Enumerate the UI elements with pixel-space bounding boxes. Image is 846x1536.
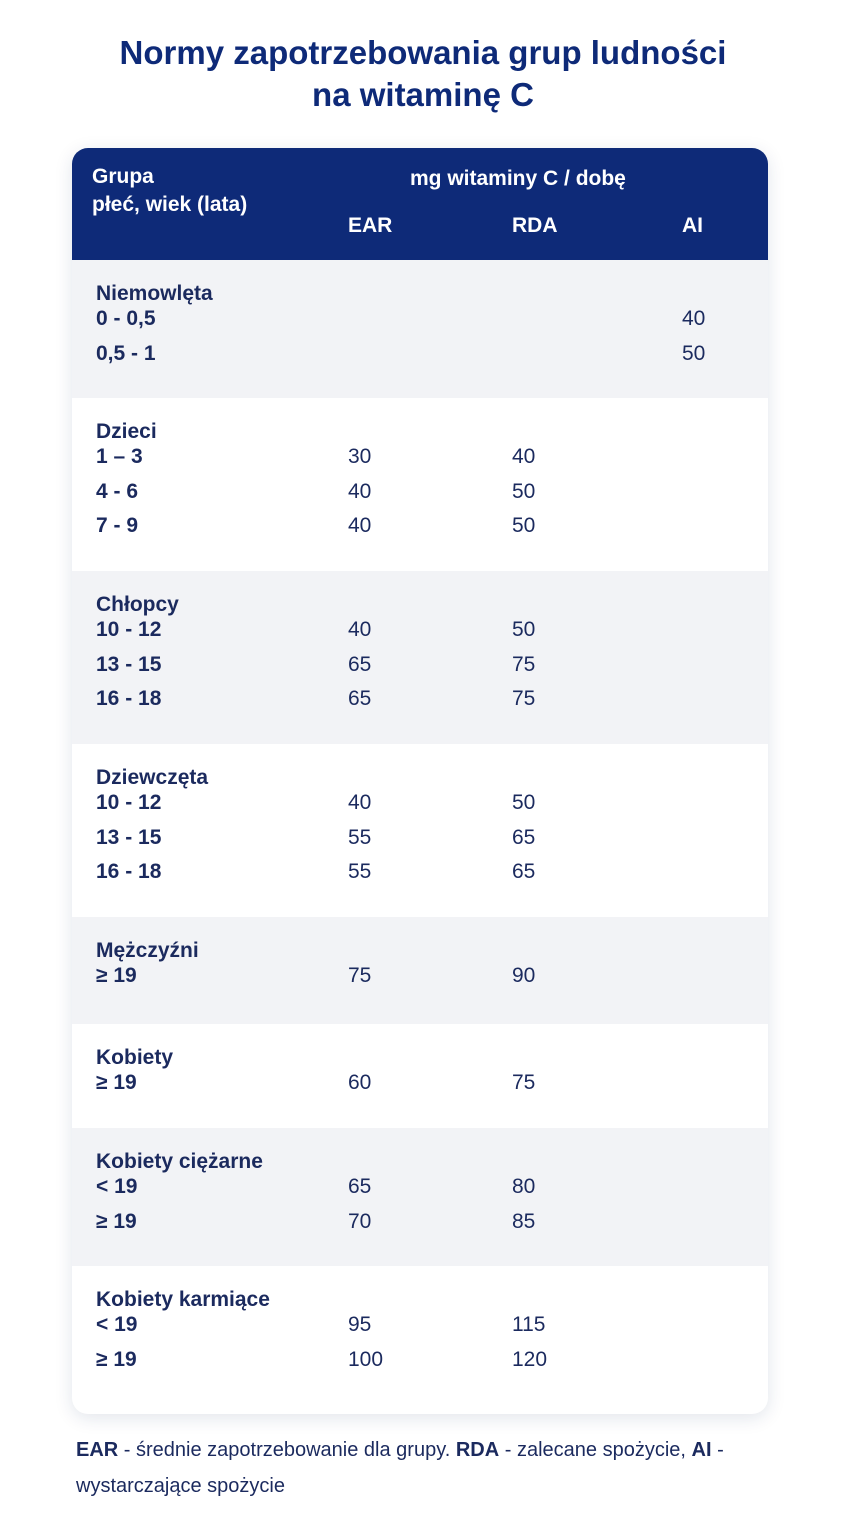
- table-row: [72, 440, 768, 474]
- age-cell: 10 - 12: [96, 618, 162, 641]
- header-unit-label: mg witaminy C / dobę: [410, 167, 626, 190]
- page-title-line-2: na witaminę C: [312, 76, 534, 113]
- rda-cell: 65: [512, 825, 536, 849]
- rda-cell: 50: [512, 618, 536, 641]
- rda-cell: 65: [512, 860, 536, 883]
- rda-cell: 50: [512, 791, 536, 814]
- group-section: [72, 1266, 768, 1414]
- ear-cell: 60: [348, 1071, 372, 1094]
- ear-cell: 40: [348, 791, 372, 814]
- rda-cell: 85: [512, 1209, 536, 1233]
- group-name: Dzieci: [96, 420, 157, 443]
- ear-cell: 95: [348, 1313, 372, 1336]
- table-row: [72, 959, 768, 993]
- footnote-rda-abbr: RDA: [455, 1439, 500, 1461]
- norms-table: [72, 148, 768, 1414]
- ear-cell: 65: [348, 687, 372, 710]
- ear-cell: 75: [348, 964, 372, 987]
- table-row: [72, 1308, 768, 1342]
- ear-cell: 40: [348, 618, 372, 641]
- rda-cell: 120: [512, 1347, 548, 1371]
- ai-cell: 40: [682, 307, 706, 330]
- rda-cell: 115: [512, 1313, 546, 1336]
- footnote-ear-text: - średnie zapotrzebowanie dla grupy.: [118, 1439, 456, 1461]
- age-cell: 10 - 12: [96, 791, 162, 814]
- group-section: [72, 571, 768, 744]
- footnote-ai-text: - wystarczające spożycie: [76, 1439, 724, 1497]
- age-cell: ≥ 19: [96, 1347, 137, 1371]
- footnote-ai-abbr: AI: [691, 1439, 712, 1461]
- rda-cell: 75: [512, 687, 536, 710]
- rda-cell: 40: [512, 445, 536, 468]
- age-cell: 7 - 9: [96, 514, 139, 537]
- ear-cell: 55: [348, 825, 372, 849]
- group-section: [72, 1024, 768, 1128]
- rda-cell: 75: [512, 1071, 536, 1094]
- rda-cell: 50: [512, 514, 536, 537]
- rda-cell: 75: [512, 652, 536, 676]
- ear-cell: 65: [348, 652, 372, 676]
- ear-cell: 55: [348, 860, 372, 883]
- age-cell: < 19: [96, 1313, 138, 1336]
- group-section: [72, 917, 768, 1024]
- ear-cell: 70: [348, 1209, 372, 1233]
- rda-cell: 50: [512, 479, 536, 503]
- page-title: [0, 32, 846, 116]
- table-row: [72, 855, 768, 889]
- header-group-label: Grupa: [92, 165, 154, 188]
- ear-cell: 65: [348, 1175, 372, 1198]
- age-cell: 4 - 6: [96, 479, 139, 503]
- footnote-rda-text: - zalecane spożycie,: [499, 1439, 692, 1461]
- group-name: Chłopcy: [96, 593, 179, 616]
- table-row: [72, 302, 768, 336]
- header-ai: AI: [682, 214, 703, 237]
- table-row: [72, 337, 768, 371]
- age-cell: < 19: [96, 1175, 138, 1198]
- age-cell: 16 - 18: [96, 860, 162, 883]
- age-cell: 1 – 3: [96, 445, 143, 468]
- group-name: Dziewczęta: [96, 766, 209, 789]
- table-row: [72, 682, 768, 716]
- table-row: [72, 509, 768, 543]
- table-row: [72, 821, 768, 855]
- ear-cell: 30: [348, 445, 372, 468]
- rda-cell: 80: [512, 1175, 536, 1198]
- table-row: [72, 1170, 768, 1204]
- age-cell: 13 - 15: [96, 652, 162, 676]
- table-row: [72, 1343, 768, 1377]
- table-row: [72, 786, 768, 820]
- header-ear: EAR: [348, 214, 393, 237]
- age-cell: ≥ 19: [96, 964, 137, 987]
- page-title-line-1: Normy zapotrzebowania grup ludności: [119, 34, 727, 71]
- group-section: [72, 1128, 768, 1266]
- footnote: [76, 1432, 776, 1504]
- header-rda: RDA: [512, 214, 558, 237]
- group-name: Mężczyźni: [96, 939, 199, 962]
- table-row: [72, 648, 768, 682]
- table-header: [72, 148, 768, 260]
- ear-cell: 100: [348, 1347, 384, 1371]
- age-cell: 13 - 15: [96, 825, 162, 849]
- rda-cell: 90: [512, 964, 536, 987]
- group-name: Kobiety: [96, 1046, 174, 1069]
- ai-cell: 50: [682, 341, 706, 365]
- group-name: Niemowlęta: [96, 282, 213, 305]
- table-row: [72, 1205, 768, 1239]
- age-cell: ≥ 19: [96, 1071, 137, 1094]
- group-section: [72, 744, 768, 917]
- ear-cell: 40: [348, 514, 372, 537]
- age-cell: 0 - 0,5: [96, 307, 156, 330]
- table-row: [72, 475, 768, 509]
- group-name: Kobiety karmiące: [96, 1288, 270, 1311]
- header-group-sublabel: płeć, wiek (lata): [92, 193, 248, 216]
- footnote-ear-abbr: EAR: [76, 1439, 119, 1461]
- group-section: [72, 398, 768, 571]
- table-row: [72, 613, 768, 647]
- group-name: Kobiety ciężarne: [96, 1150, 263, 1173]
- age-cell: ≥ 19: [96, 1209, 137, 1233]
- table-row: [72, 1066, 768, 1100]
- group-section: [72, 260, 768, 398]
- age-cell: 0,5 - 1: [96, 341, 156, 365]
- ear-cell: 40: [348, 479, 372, 503]
- age-cell: 16 - 18: [96, 687, 162, 710]
